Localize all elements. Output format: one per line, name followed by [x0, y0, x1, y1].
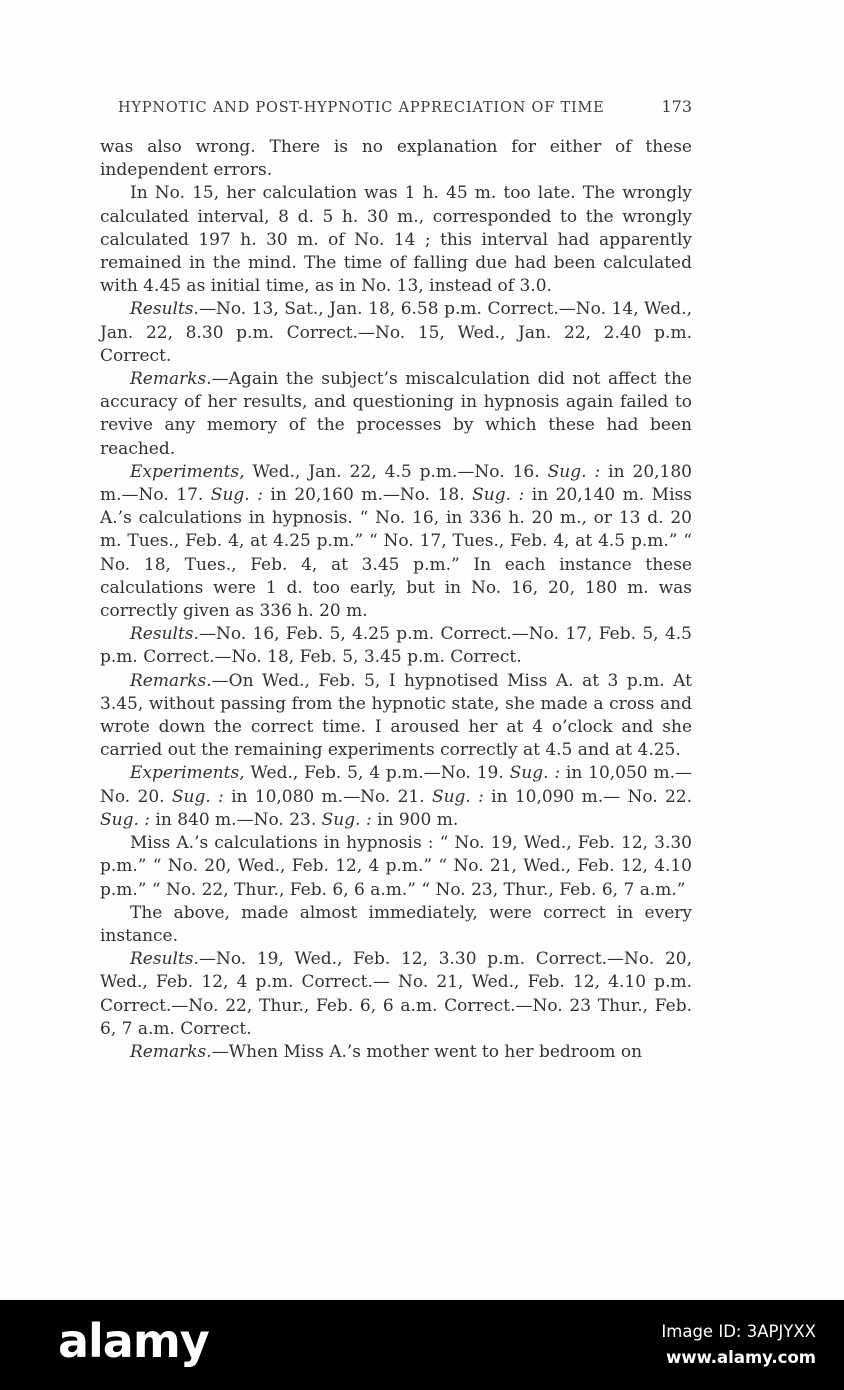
- body-text: in 10,090 m.— No. 22.: [483, 786, 693, 807]
- italic-text: Sug. :: [210, 485, 263, 506]
- paragraph: [100, 623, 692, 669]
- page-header: [100, 97, 692, 116]
- body-text: —On Wed., Feb. 5, I hypnotised Miss A. at 3 p.m. At 3.45, without passing from the hypnotic state, she made a cross and wrote down the correct time. I aroused her at 4 o’clock and she carried out the remaining experiments correctly at 4.5 and at 4.25.: [100, 670, 692, 761]
- alamy-logo: alamy: [58, 1314, 209, 1368]
- body-text: Wed., Jan. 22, 4.5 p.m.—No. 16.: [244, 461, 548, 482]
- paragraph: [100, 1041, 692, 1064]
- page-number: 173: [661, 97, 692, 116]
- paragraph: [100, 461, 692, 623]
- italic-text: Remarks.: [130, 369, 212, 390]
- body-text: Miss A.’s calculations in hypnosis : “ No. 19, Wed., Feb. 12, 3.30 p.m.” “ No. 20, Wed., Feb. 12, 4 p.m.” “ No. 21, Wed., Feb. 12, 4.10 p.m.” “ No. 22, Thur., Feb. 6, 6 a.m.” “ No. 23, Thur., Feb. 6, 7 a.m.”: [100, 833, 692, 900]
- italic-text: Sug. :: [171, 786, 224, 807]
- alamy-watermark-bar: [0, 1300, 844, 1390]
- italic-text: Sug. :: [100, 809, 151, 830]
- paragraph: [100, 368, 692, 461]
- body-text: in 20,160 m.—No. 18.: [262, 485, 473, 506]
- body-text: —No. 13, Sat., Jan. 18, 6.58 p.m. Correct.—No. 14, Wed., Jan. 22, 8.30 p.m. Correct.—No. 15, Wed., Jan. 22, 2.40 p.m. Correct.: [100, 299, 692, 366]
- italic-text: Sug. :: [509, 763, 561, 784]
- image-id-text: Image ID: 3APJYXX: [661, 1322, 816, 1342]
- italic-text: Results.: [130, 299, 199, 320]
- italic-text: Sug. :: [547, 461, 601, 482]
- paragraph: [100, 762, 692, 832]
- alamy-url-text: www.alamy.com: [666, 1348, 816, 1367]
- body-text: in 10,050 m.—No. 20.: [100, 763, 692, 807]
- italic-text: Results.: [130, 949, 199, 970]
- paragraph: [100, 182, 692, 298]
- italic-text: Sug. :: [472, 485, 525, 506]
- body-text: in 840 m.—No. 23.: [150, 809, 322, 830]
- italic-text: Experiments,: [130, 461, 245, 482]
- body-text: —When Miss A.’s mother went to her bedroom on: [211, 1041, 643, 1062]
- paragraph: [100, 902, 692, 948]
- body-text: The above, made almost immediately, were correct in every instance.: [100, 902, 692, 946]
- body-text: In No. 15, her calculation was 1 h. 45 m. too late. The wrongly calculated interval, 8 d. 5 h. 30 m., corresponded to the wrongly calculated 197 h. 30 m. of No. 14 ; this interval had apparently remained in the mind. The time of falling due had been calculated with 4.45 as initial time, as in No. 13, instead of 3.0.: [100, 183, 692, 297]
- body-text: in 900 m.: [371, 809, 459, 830]
- body-text: was also wrong. There is no explanation for either of these independent errors.: [100, 137, 692, 181]
- italic-text: Remarks.: [130, 670, 212, 691]
- page-body: [100, 136, 692, 1064]
- body-text: in 20,180 m.—No. 17.: [100, 461, 692, 506]
- italic-text: Sug. :: [321, 809, 372, 830]
- body-text: —No. 19, Wed., Feb. 12, 3.30 p.m. Correct.—No. 20, Wed., Feb. 12, 4 p.m. Correct.— No. 21, Wed., Feb. 12, 4.10 p.m. Correct.—No. 22, Thur., Feb. 6, 6 a.m. Correct.—No. 23 Thur., Feb. 6, 7 a.m. Correct.: [100, 949, 692, 1039]
- italic-text: Results.: [130, 624, 199, 645]
- body-text: Wed., Feb. 5, 4 p.m.—No. 19.: [244, 763, 510, 784]
- paragraph: [100, 298, 692, 368]
- paragraph: [100, 948, 692, 1041]
- paragraph: [100, 832, 692, 902]
- italic-text: Remarks.: [130, 1041, 212, 1062]
- running-title: HYPNOTIC AND POST-HYPNOTIC APPRECIATION OF TIME: [118, 100, 605, 116]
- paragraph: [100, 136, 692, 182]
- italic-text: Sug. :: [431, 786, 484, 807]
- body-text: —Again the subject’s miscalculation did not affect the accuracy of her results, and questioning in hypnosis again failed to revive any memory of the processes by which these had been reached.: [100, 369, 692, 459]
- body-text: in 10,080 m.—No. 21.: [223, 786, 432, 807]
- body-text: in 20,140 m. Miss A.’s calculations in hypnosis. “ No. 16, in 336 h. 20 m., or 13 d. 20 m. Tues., Feb. 4, at 4.25 p.m.” “ No. 17, Tues., Feb. 4, at 4.5 p.m.” “ No. 18, Tues., Feb. 4, at 3.45 p.m.” In each instance these calculations were 1 d. too early, but in No. 16, 20, 180 m. was correctly given as 336 h. 20 m.: [100, 485, 692, 622]
- paragraph: [100, 670, 692, 763]
- watermark-info: [661, 1319, 816, 1370]
- body-text: —No. 16, Feb. 5, 4.25 p.m. Correct.—No. 17, Feb. 5, 4.5 p.m. Correct.—No. 18, Feb. 5, 3.45 p.m. Correct.: [100, 624, 692, 668]
- italic-text: Experiments,: [130, 763, 245, 784]
